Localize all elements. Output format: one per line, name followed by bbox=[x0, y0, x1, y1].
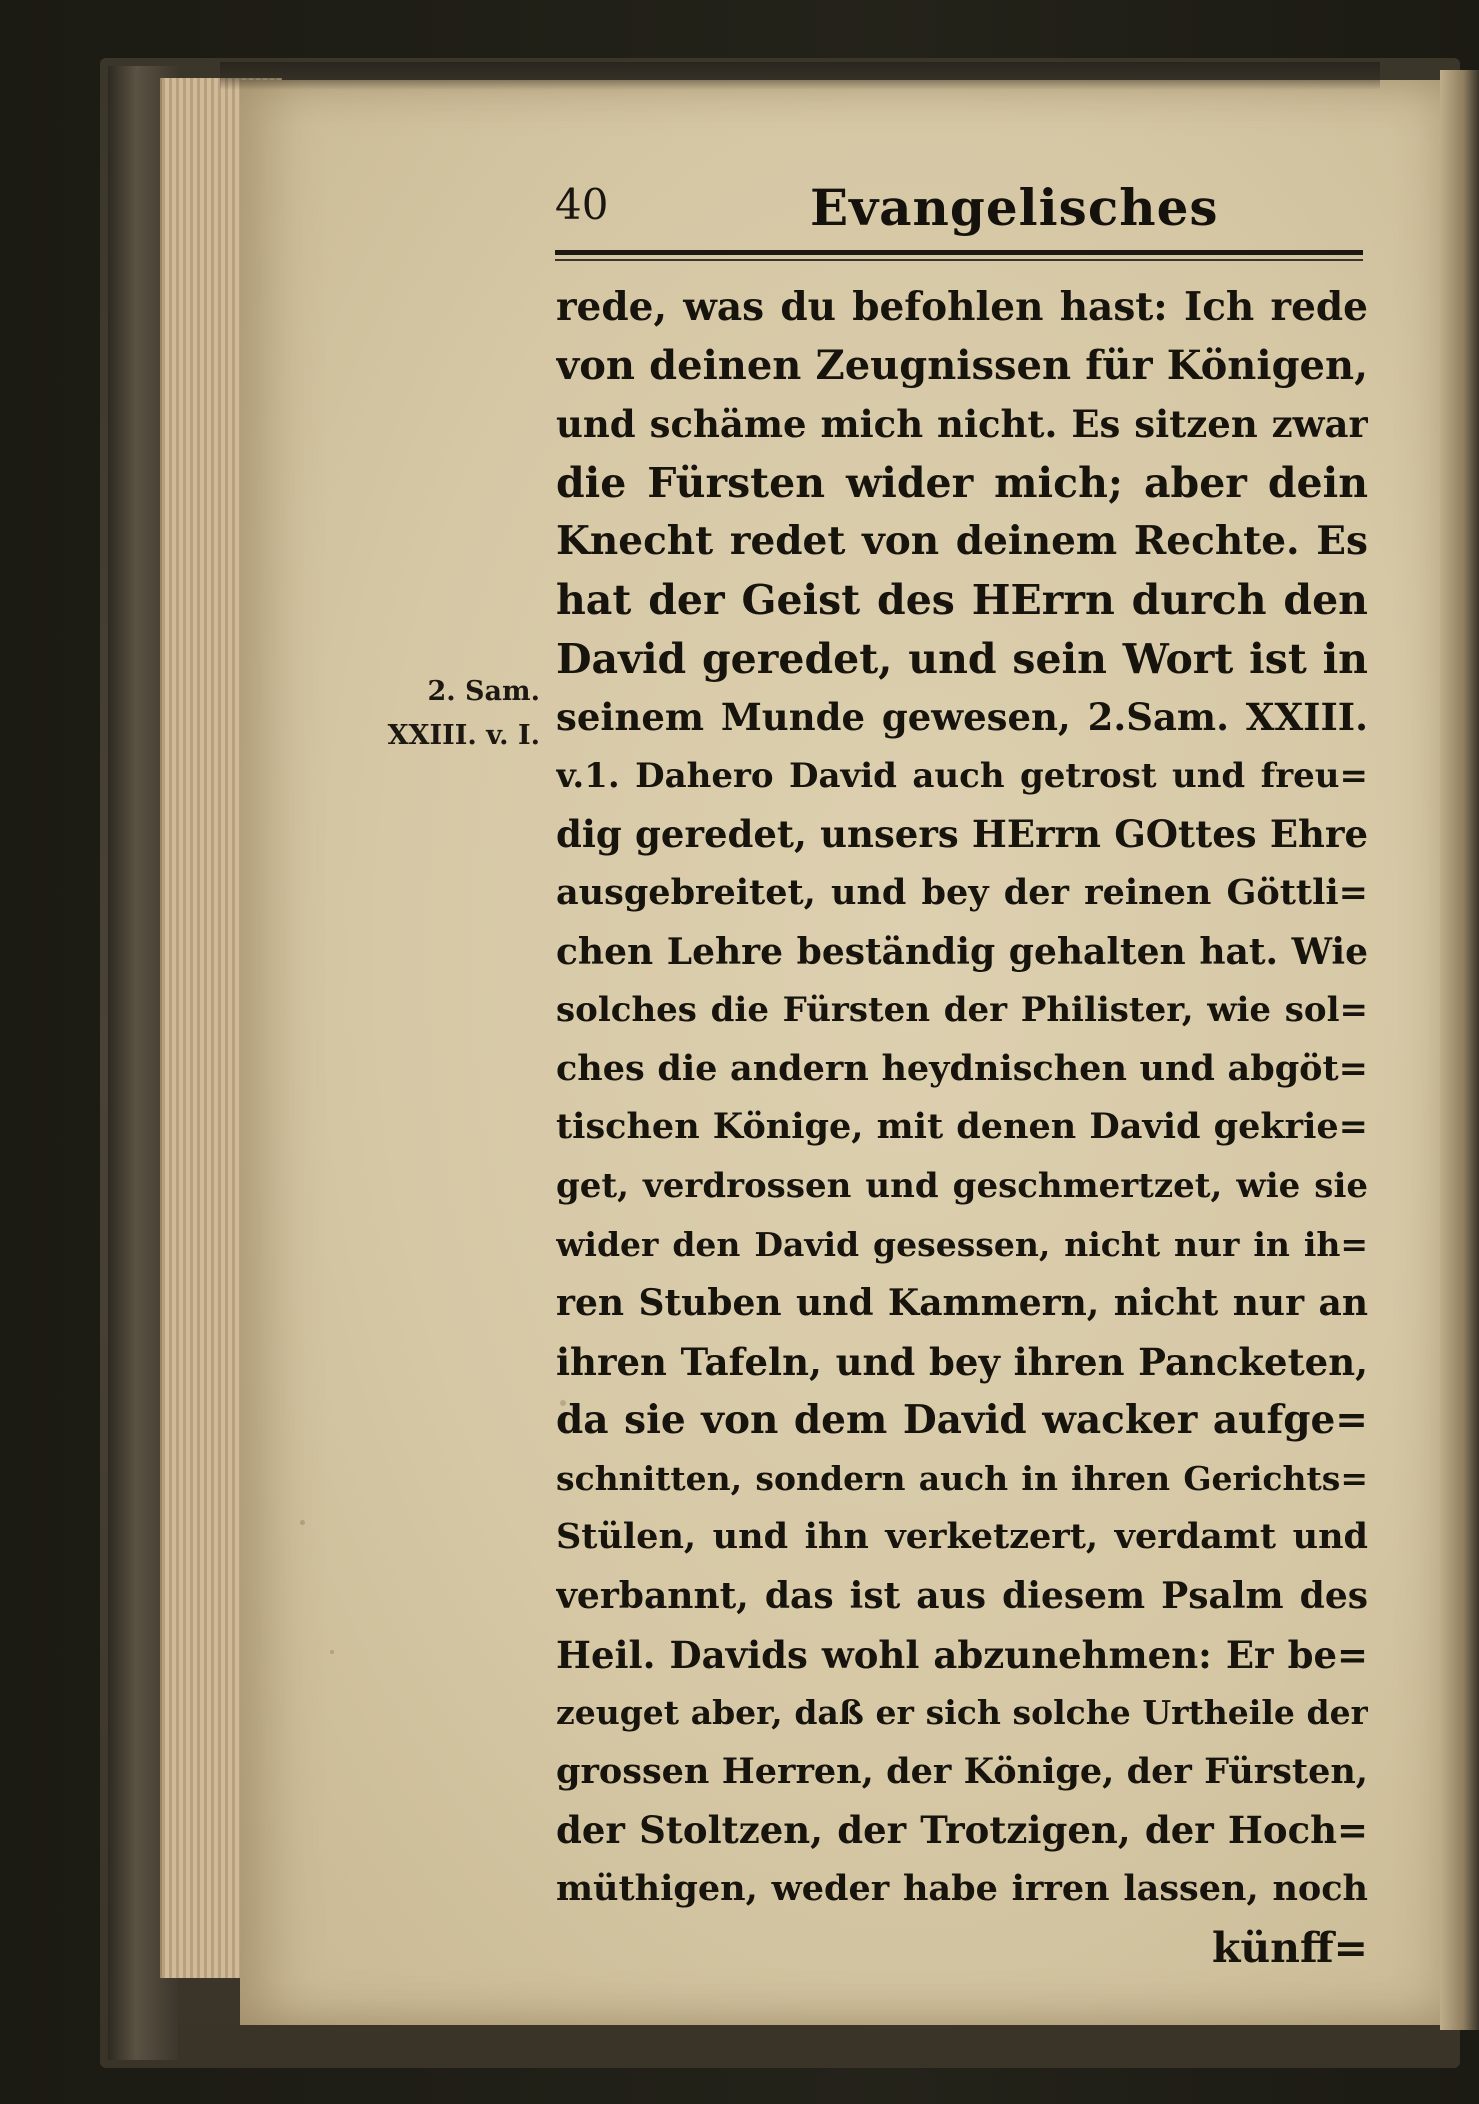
page-gutter bbox=[1440, 70, 1479, 2030]
text-line: wider den David gesessen, nicht nur in ih= bbox=[556, 1224, 1368, 1264]
page-number: 40 bbox=[555, 180, 609, 229]
body-text bbox=[556, 278, 1368, 1977]
marginal-reference-line: 2. Sam. bbox=[427, 676, 540, 707]
text-line: v.1. Dahero David auch getrost und freu= bbox=[556, 755, 1368, 796]
stain bbox=[330, 1650, 334, 1654]
header-rule bbox=[555, 250, 1363, 255]
marginal-reference-line: XXIII. v. I. bbox=[387, 720, 540, 751]
text-line: der Stoltzen, der Trotzigen, der Hoch= bbox=[556, 1808, 1368, 1853]
text-line: Heil. Davids wohl abzunehmen: Er be= bbox=[556, 1632, 1368, 1677]
text-line: Knecht redet von deinem Rechte. Es bbox=[556, 518, 1368, 565]
text-line: verbannt, das ist aus diesem Psalm des bbox=[556, 1575, 1368, 1618]
running-head: Evangelisches bbox=[810, 178, 1219, 237]
text-line: die Fürsten wider mich; aber dein bbox=[556, 458, 1368, 507]
text-line: zeuget aber, daß er sich solche Urtheile der bbox=[556, 1693, 1368, 1733]
text-line: chen Lehre beständig gehalten hat. Wie bbox=[556, 930, 1368, 973]
marginal-reference bbox=[370, 670, 540, 758]
text-line: Stülen, und ihn verketzert, verdamt und bbox=[556, 1516, 1368, 1558]
text-line: dig geredet, unsers HErrn GOttes Ehre bbox=[556, 812, 1368, 857]
text-line: tischen Könige, mit denen David gekrie= bbox=[556, 1106, 1368, 1148]
header-rule-thin bbox=[555, 259, 1363, 261]
top-shadow bbox=[220, 62, 1380, 90]
text-line: solches die Fürsten der Philister, wie sol= bbox=[556, 990, 1368, 1031]
text-line: ausgebreitet, und bey der reinen Göttli= bbox=[556, 871, 1368, 913]
text-line: grossen Herren, der Könige, der Fürsten, bbox=[556, 1750, 1368, 1792]
text-line: seinem Munde gewesen, 2.Sam. XXIII. bbox=[556, 695, 1368, 740]
text-line: ren Stuben und Kammern, nicht nur an bbox=[556, 1282, 1368, 1325]
text-line: und schäme mich nicht. Es sitzen zwar bbox=[556, 402, 1368, 447]
text-line: von deinen Zeugnissen für Königen, bbox=[556, 341, 1368, 389]
text-line: da sie von dem David wacker aufge= bbox=[556, 1397, 1368, 1444]
text-line: rede, was du befohlen hast: Ich rede bbox=[556, 284, 1368, 330]
text-line: müthigen, weder habe irren lassen, noch bbox=[556, 1868, 1368, 1910]
text-line: ches die andern heydnischen und abgöt= bbox=[556, 1047, 1368, 1089]
text-line: schnitten, sondern auch in ihren Gerichts= bbox=[556, 1458, 1368, 1498]
text-line: hat der Geist des HErrn durch den bbox=[556, 575, 1368, 624]
text-line: ihren Tafeln, und bey ihren Pancketen, bbox=[556, 1339, 1368, 1384]
text-line: get, verdrossen und geschmertzet, wie sie bbox=[556, 1165, 1368, 1206]
text-line: David geredet, und sein Wort ist in bbox=[556, 634, 1368, 683]
catchword: künff= bbox=[1211, 1923, 1368, 1972]
stain bbox=[300, 1520, 305, 1525]
